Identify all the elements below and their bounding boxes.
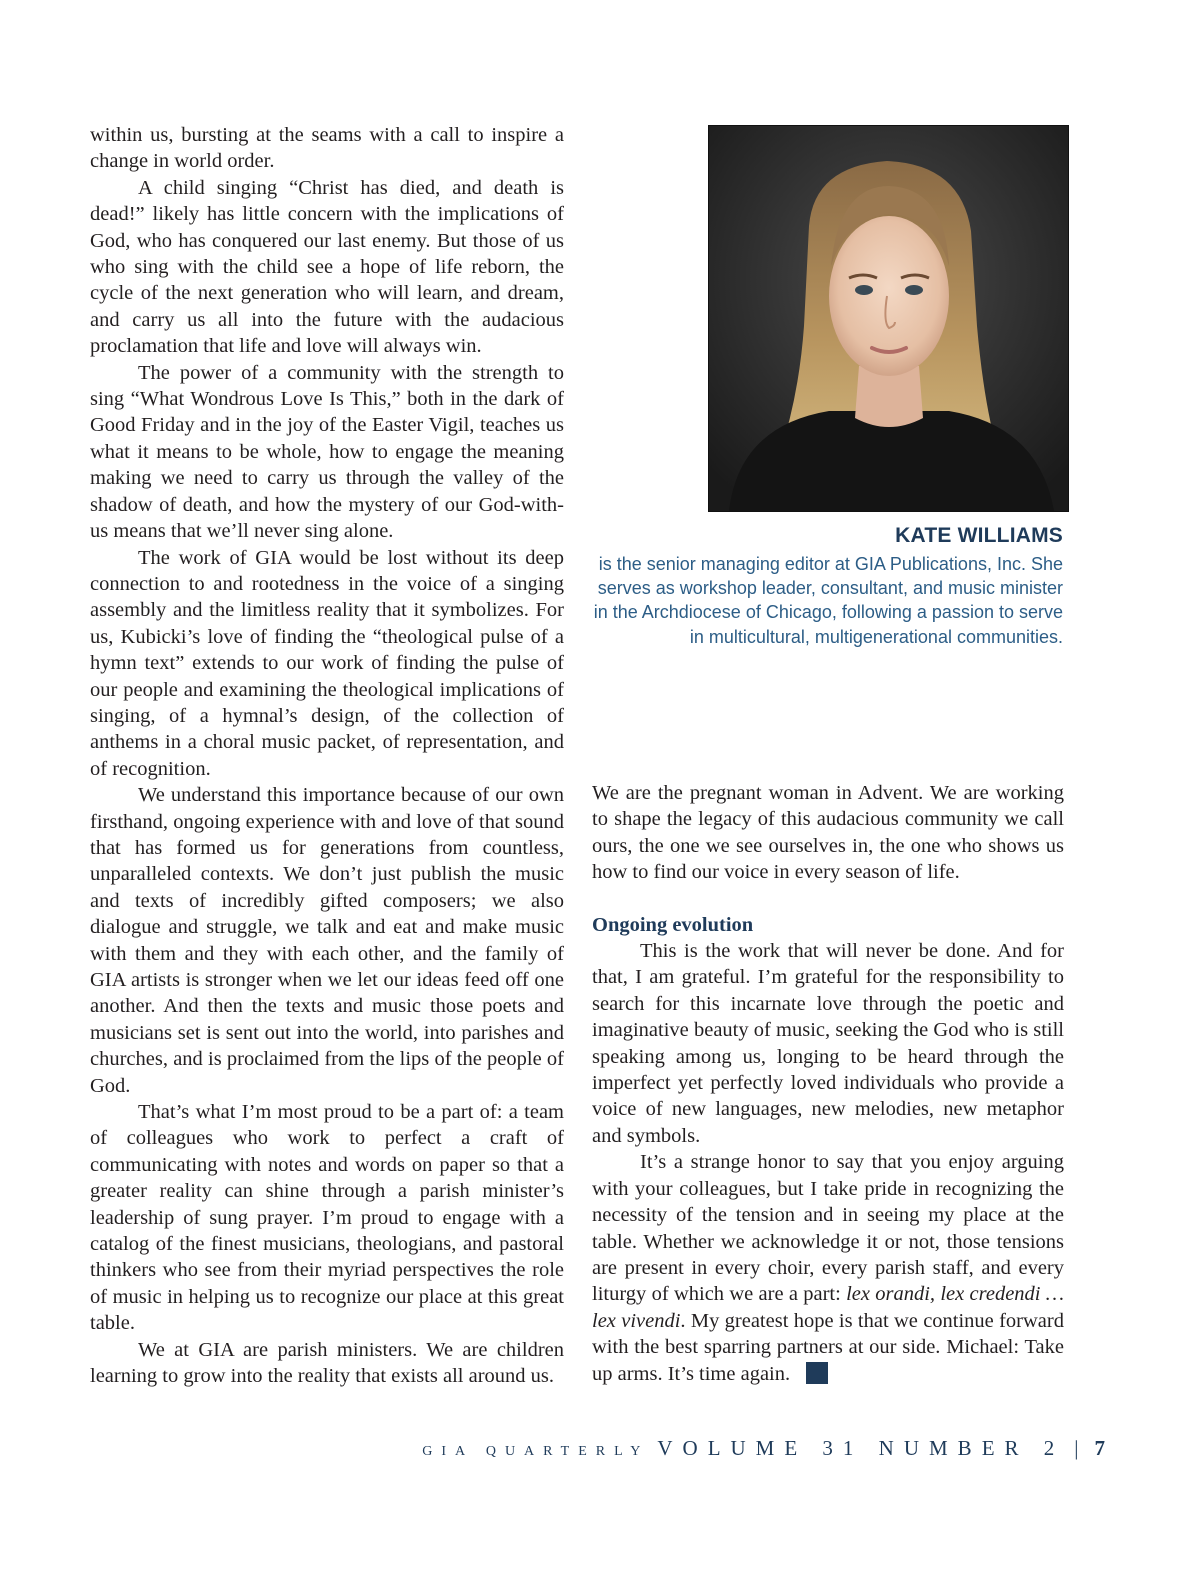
page-number: 7 xyxy=(1094,1436,1105,1460)
right-column xyxy=(592,780,1064,1387)
end-mark-icon xyxy=(806,1362,828,1384)
portrait-illustration xyxy=(709,126,1068,511)
bio-name: KATE WILLIAMS xyxy=(895,524,1063,547)
paragraph: The work of GIA would be lost without its deep connection to and rootedness in the voice of a singing assembly and the limitless reality that it symbolizes. For us, Kubicki’s love of finding the “theological pulse of a hymn text” extends to our work of finding the pulse of our people and examining the theological implications of singing, of a hymnal’s design, of the collection of anthems in a choral music packet, of representation, and of recognition. xyxy=(90,546,564,780)
author-photo xyxy=(708,125,1069,512)
latin-phrase: lex orandi, lex credendi … lex vivendi xyxy=(592,1283,1064,1332)
paragraph xyxy=(592,1149,1064,1387)
publication-name: GIA QUARTERLY xyxy=(422,1444,650,1459)
paragraph: We are the pregnant woman in Advent. We are working to shape the legacy of this audacious community we call ours, the one we see ourselves in, the one who shows us how to find our voice in every season of life. xyxy=(592,782,1064,884)
volume-number: VOLUME 31 NUMBER 2 xyxy=(657,1436,1065,1460)
paragraph: The power of a community with the strength to sing “What Wondrous Love Is This,” both in the dark of Good Friday and in the joy of the Easter Vigil, teaches us what it means to be whole, how to engage the meaning making we need to carry us through the valley of the shadow of death, and how the mystery of our God-with-us means that we’ll never sing alone. xyxy=(90,361,564,543)
paragraph-text: It’s a strange honor to say that you enjoy arguing with your colleagues, but I take pride in recognizing the necessity of the tension and in seeing my place at the table. Whether we acknowledge it or not, those tensions are present in every choir, every parish staff, and every liturgy of which we are a part: xyxy=(592,1151,1064,1306)
paragraph: A child singing “Christ has died, and death is dead!” likely has little concern with the implications of God, who has conquered our last enemy. But those of us who sing with the child see a hope of life reborn, the cycle of the next generation who will learn, and dream, and carry us all into the future with the audacious proclamation that life and love will always win. xyxy=(90,176,564,358)
paragraph: That’s what I’m most proud to be a part of: a team of colleagues who work to perfect a craft of communicating with notes and words on paper so that a greater reality can shine through a parish minister’s leadership of sung prayer. I’m proud to engage with a catalog of the finest musicians, theologians, and pastoral thinkers who see from their myriad perspectives the role of music in helping us to recognize our place at this great table. xyxy=(90,1101,564,1335)
footer-separator: | xyxy=(1074,1436,1079,1460)
paragraph: within us, bursting at the seams with a call to inspire a change in world order. xyxy=(90,124,564,173)
paragraph: We understand this importance because of our own firsthand, ongoing experience with and love of that sound that has formed us for generations from countless, unparalleled contexts. We don’t just publish the music and texts of incredibly gifted composers; we also dialogue and struggle, we talk and eat and make music with them and they with each other, and the family of GIA artists is stronger when we let our ideas feed off one another. And then the texts and music those poets and musicians set is sent out into the world, into parishes and churches, and is proclaimed from the lips of the people of God. xyxy=(90,784,564,1097)
paragraph: We at GIA are parish ministers. We are children learning to grow into the reality that exists all around us. xyxy=(90,1338,564,1388)
bio-text: is the senior managing editor at GIA Publications, Inc. She serves as workshop leader, consultant, and music minister in the Archdiocese of Chicago, following a passion to serve in multicultural, multigenerational communities. xyxy=(593,554,1063,647)
page-footer xyxy=(422,1436,1105,1461)
left-column xyxy=(90,122,564,1390)
paragraph: This is the work that will never be done. And for that, I am grateful. I’m grateful for the responsibility to search for this incarnate love through the poetic and imaginative beauty of music, seeking the God who is still speaking among us, longing to be heard through the imperfect yet perfectly loved individuals who provide a voice of new languages, new melodies, new metaphor and symbols. xyxy=(592,940,1064,1147)
section-heading: Ongoing evolution xyxy=(592,913,754,936)
paragraph-text: . My greatest hope is that we continue forward with the best sparring partners at our side. Michael: Take up arms. It’s time again. xyxy=(592,1309,1064,1385)
